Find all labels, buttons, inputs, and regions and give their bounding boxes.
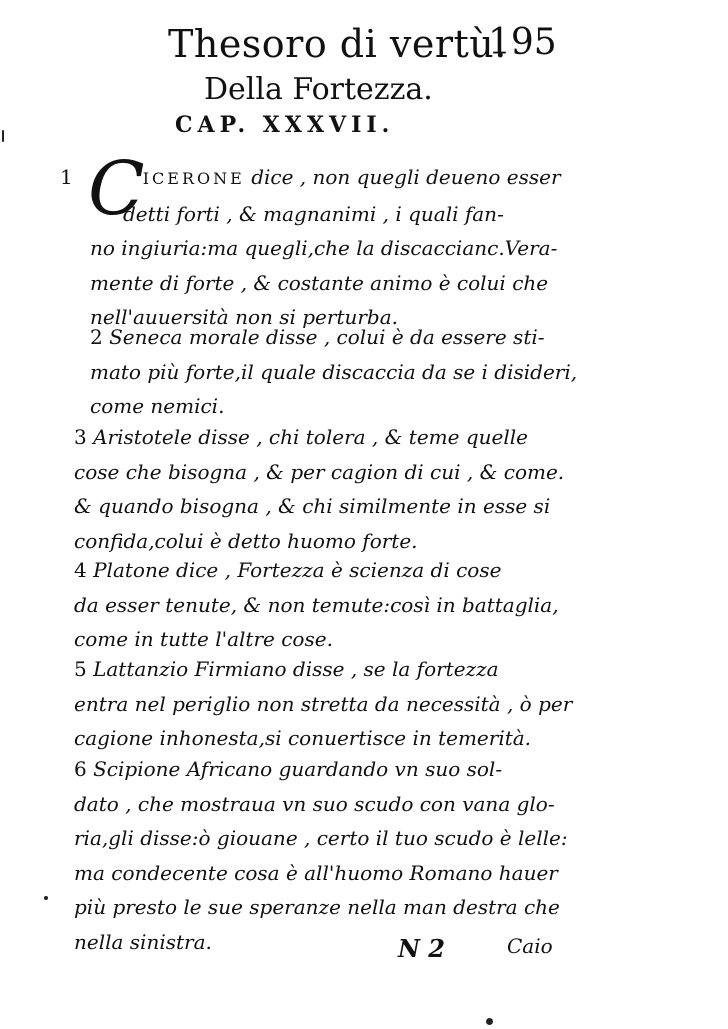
paragraph-line: 4 Platone dice , Fortezza è scienza di cose bbox=[60, 553, 560, 588]
catchword: Caio bbox=[507, 934, 553, 958]
paragraph-2 bbox=[60, 320, 578, 424]
ink-speck bbox=[486, 1018, 493, 1025]
paragraph-line: & quando bisogna , & chi similmente in esse si bbox=[74, 494, 551, 518]
paragraph-line: 6 Scipione Africano guardando vn suo sol- bbox=[60, 752, 560, 787]
section-title: Della Fortezza. bbox=[204, 72, 433, 107]
paragraph-line: mato più forte,il quale discaccia da se i disideri, bbox=[90, 359, 578, 384]
paragraph-4 bbox=[60, 553, 560, 657]
paragraph-number: 6 bbox=[74, 757, 87, 781]
paragraph-line: come nemici. bbox=[90, 394, 225, 418]
paragraph-line: dato , che mostraua vn suo scudo con vana glo- bbox=[74, 791, 555, 816]
paragraph-line: da esser tenute, & non temute:così in battaglia, bbox=[74, 592, 559, 617]
paragraph-number: 3 bbox=[74, 425, 87, 449]
paragraph-number: 2 bbox=[90, 325, 103, 349]
paragraph-line: cose che bisogna , & per cagion di cui , & come. bbox=[74, 459, 565, 484]
paragraph-line: ma condecente cosa è all'huomo Romano hauer bbox=[74, 860, 558, 885]
paragraph-3 bbox=[60, 420, 565, 558]
paragraph-line: cagione inhonesta,si conuertisce in temerità. bbox=[74, 726, 532, 750]
paragraph-line: 5 Lattanzio Firmiano disse , se la fortezza bbox=[60, 652, 560, 687]
paragraph-number: 5 bbox=[74, 657, 87, 681]
ink-speck bbox=[44, 896, 48, 900]
signature-mark: N 2 bbox=[398, 934, 445, 963]
chapter-heading: CAP. XXXVII. bbox=[175, 112, 395, 138]
paragraph-line: nella sinistra. bbox=[74, 929, 212, 954]
paragraph-line: 3 Aristotele disse , chi tolera , & teme quelle bbox=[60, 420, 560, 455]
first-word: ICERONE bbox=[142, 169, 245, 188]
paragraph-line: 1 ICERONE dice , non quegli deueno esser bbox=[60, 160, 560, 197]
paragraph-5 bbox=[60, 652, 573, 756]
paragraph-line: detti forti , & magnanimi , i quali fan- bbox=[123, 201, 504, 226]
paragraph-number: 1 bbox=[60, 165, 73, 189]
page-edge-mark bbox=[2, 130, 4, 142]
paragraph-line: più presto le sue speranze nella man destra che bbox=[74, 895, 560, 919]
paragraph-line: no ingiuria:ma quegli,che la discaccianc.Vera- bbox=[90, 236, 558, 260]
paragraph-line: nell'auuersità non si perturba. bbox=[90, 305, 399, 329]
page-number: 195 bbox=[488, 22, 557, 63]
drop-cap: C bbox=[88, 146, 145, 232]
running-title: Thesoro di vertù. bbox=[168, 22, 507, 66]
paragraph-number: 4 bbox=[74, 558, 87, 582]
paragraph-line: confida,colui è detto huomo forte. bbox=[74, 528, 418, 553]
paragraph-line: mente di forte , & costante animo è colui che bbox=[90, 270, 549, 295]
paragraph-1 bbox=[60, 160, 560, 335]
paragraph-line: ria,gli disse:ò giouane , certo il tuo scudo è lelle: bbox=[74, 826, 568, 850]
paragraph-6 bbox=[60, 752, 568, 959]
paragraph-line: entra nel periglio non stretta da necessità , ò per bbox=[74, 691, 573, 716]
paragraph-line: 2 Seneca morale disse , colui è da essere sti- bbox=[60, 320, 560, 355]
paragraph-line: come in tutte l'altre cose. bbox=[74, 627, 333, 651]
